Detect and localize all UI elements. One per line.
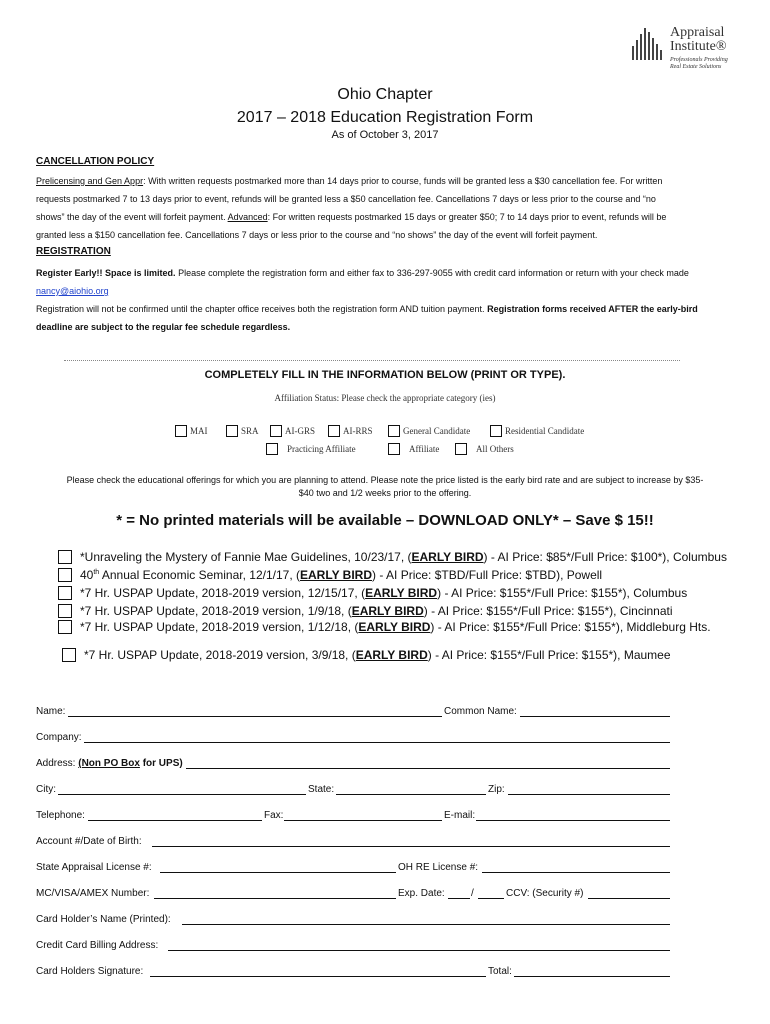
telephone-label: Telephone: — [36, 810, 85, 821]
fax-label: Fax: — [264, 810, 284, 821]
course-checkbox[interactable] — [62, 648, 76, 662]
holder-name-label: Card Holder’s Name (Printed): — [36, 914, 171, 925]
exp-year-input[interactable] — [478, 886, 504, 899]
course-checkbox[interactable] — [58, 550, 72, 564]
account-input[interactable] — [152, 834, 670, 847]
logo-tagline-line1: Professionals Providing — [670, 57, 728, 63]
telephone-input[interactable] — [88, 808, 262, 821]
course-text: *7 Hr. USPAP Update, 2018-2019 version, 1/12/18, (EARLY BIRD) - AI Price: $155*/Full Price: $155*), Middleburg Hts. — [80, 620, 711, 634]
email-link[interactable]: nancy@aiohio.org — [36, 286, 109, 296]
common-name-input[interactable] — [520, 704, 670, 717]
prelicensing-label: Prelicensing and Gen Appr — [36, 176, 144, 186]
signature-label: Card Holders Signature: — [36, 966, 144, 977]
advanced-label: Advanced — [227, 212, 268, 222]
ccv-label: CCV: (Security #) — [506, 888, 584, 899]
cancellation-text2: requests postmarked 7 to 13 days prior to event, refunds will be granted less a $50 cancellation fee. Cancellations 7 days or less prior to the course and “no — [36, 194, 656, 204]
checkbox[interactable] — [388, 443, 400, 455]
course-checkbox[interactable] — [58, 604, 72, 618]
checkbox[interactable] — [226, 425, 238, 437]
course-checkbox[interactable] — [58, 568, 72, 582]
offerings-text1: Please check the educational offerings for which you are planning to attend. Please note the price listed is the early bird rate and are subject to increase by $35- — [66, 475, 704, 485]
name-input[interactable] — [68, 704, 442, 717]
state-input[interactable] — [336, 782, 486, 795]
billing-address-input[interactable] — [168, 938, 670, 951]
affiliation-label: Residential Candidate — [505, 426, 585, 436]
course-option[interactable] — [58, 604, 758, 618]
exp-date-label: Exp. Date: — [398, 888, 445, 899]
exp-date-slash: / — [471, 888, 474, 899]
checkbox[interactable] — [175, 425, 187, 437]
affiliation-prompt: Affiliation Status: Please check the appropriate category (ies) — [274, 393, 496, 403]
early-bird-warning: Registration forms received AFTER the early-bird — [487, 304, 698, 314]
affiliation-ai-grs[interactable] — [270, 425, 315, 437]
logo-name-line2: Institute® — [670, 39, 727, 54]
affiliation-general-candidate[interactable] — [388, 425, 470, 437]
fill-info-heading: COMPLETELY FILL IN THE INFORMATION BELOW (PRINT OR TYPE). — [204, 369, 566, 381]
fax-input[interactable] — [284, 808, 442, 821]
course-option[interactable] — [62, 648, 762, 662]
billing-address-label: Credit Card Billing Address: — [36, 940, 159, 951]
total-label: Total: — [488, 966, 512, 977]
as-of-date: As of October 3, 2017 — [331, 129, 439, 141]
company-label: Company: — [36, 732, 82, 743]
address-input[interactable] — [186, 756, 670, 769]
course-text: *Unraveling the Mystery of Fannie Mae Guidelines, 10/23/17, (EARLY BIRD) - AI Price: $85*/Full Price: $100*), Columbus — [80, 550, 727, 564]
oh-license-input[interactable] — [482, 860, 670, 873]
address-label: Address: (Non PO Box for UPS) — [36, 758, 183, 769]
signature-input[interactable] — [150, 964, 486, 977]
affiliation-ai-rrs[interactable] — [328, 425, 373, 437]
card-number-label: MC/VISA/AMEX Number: — [36, 888, 150, 899]
registration-text — [36, 264, 736, 336]
cancellation-policy-text — [36, 172, 736, 244]
cancellation-text1: : With written requests postmarked more than 14 days prior to course, funds will be granted less a $30 cancellation fee. For written — [143, 176, 663, 186]
affiliation-label: MAI — [190, 426, 208, 436]
zip-label: Zip: — [488, 784, 505, 795]
logo-tagline-line2: Real Estate Solutions — [670, 64, 722, 70]
no-materials-notice: * = No printed materials will be available – DOWNLOAD ONLY* – Save $ 15!! — [116, 512, 654, 529]
appraisal-institute-logo — [630, 24, 750, 78]
offerings-instructions — [0, 474, 770, 500]
city-input[interactable] — [58, 782, 306, 795]
city-label: City: — [36, 784, 56, 795]
course-option[interactable] — [58, 620, 758, 634]
course-text: *7 Hr. USPAP Update, 2018-2019 version, 3/9/18, (EARLY BIRD) - AI Price: $155*/Full Price: $155*), Maumee — [84, 648, 671, 662]
affiliation-practicing-affiliate[interactable] — [266, 443, 356, 455]
affiliation-label: SRA — [241, 426, 259, 436]
checkbox[interactable] — [455, 443, 467, 455]
email-input[interactable] — [476, 808, 670, 821]
building-bars-icon — [630, 26, 666, 60]
affiliation-sra[interactable] — [226, 425, 259, 437]
affiliation-all-others[interactable] — [455, 443, 514, 455]
course-option[interactable] — [58, 586, 758, 600]
affiliation-label: All Others — [476, 444, 514, 454]
checkbox[interactable] — [270, 425, 282, 437]
course-text: 40th Annual Economic Seminar, 12/1/17, (EARLY BIRD) - AI Price: $TBD/Full Price: $TBD), Powell — [80, 568, 603, 582]
course-checkbox[interactable] — [58, 586, 72, 600]
separator — [64, 360, 680, 361]
holder-name-input[interactable] — [182, 912, 670, 925]
affiliation-label: AI-RRS — [343, 426, 373, 436]
cancellation-text4: granted less a $150 cancellation fee. Cancellations 7 days or less prior to the course and “no shows” the day of the event will forfeit payment. — [36, 230, 598, 240]
total-input[interactable] — [514, 964, 670, 977]
state-label: State: — [308, 784, 335, 795]
logo-name-line1: Appraisal — [670, 25, 725, 40]
affiliation-label: Affiliate — [409, 444, 440, 454]
account-label: Account #/Date of Birth: — [36, 836, 142, 847]
course-option[interactable] — [58, 550, 758, 564]
offerings-text2: $40 two and 1/2 weeks prior to the offering. — [298, 488, 472, 498]
affiliation-mai[interactable] — [175, 425, 208, 437]
affiliation-label: AI-GRS — [285, 426, 316, 436]
course-text: *7 Hr. USPAP Update, 2018-2019 version, 1/9/18, (EARLY BIRD) - AI Price: $155*/Full Price: $155*), Cincinnati — [80, 604, 673, 618]
oh-license-label: OH RE License #: — [398, 862, 479, 873]
course-option[interactable] — [58, 568, 758, 582]
checkbox[interactable] — [328, 425, 340, 437]
registration-text1: Please complete the registration form and either fax to 336-297-9055 with credit card information or return with your check made — [178, 268, 689, 278]
name-label: Name: — [36, 706, 66, 717]
page-title: Ohio Chapter — [337, 86, 433, 103]
affiliation-residential-candidate[interactable] — [490, 425, 584, 437]
checkbox[interactable] — [490, 425, 502, 437]
zip-input[interactable] — [508, 782, 670, 795]
cancellation-heading: CANCELLATION POLICY — [36, 156, 155, 167]
state-license-label: State Appraisal License #: — [36, 862, 152, 873]
register-early-text: Register Early!! Space is limited. — [36, 268, 176, 278]
email-label: E-mail: — [444, 810, 476, 821]
affiliation-affiliate[interactable] — [388, 443, 439, 455]
checkbox[interactable] — [388, 425, 400, 437]
affiliation-label: General Candidate — [403, 426, 471, 436]
ccv-input[interactable] — [588, 886, 670, 899]
company-input[interactable] — [84, 730, 670, 743]
state-license-input[interactable] — [160, 860, 396, 873]
checkbox[interactable] — [266, 443, 278, 455]
form-subtitle: 2017 – 2018 Education Registration Form — [236, 109, 534, 126]
card-number-input[interactable] — [154, 886, 396, 899]
cancellation-text3a: shows” the day of the event will forfeit payment. — [36, 212, 226, 222]
common-name-label: Common Name: — [444, 706, 517, 717]
exp-month-input[interactable] — [448, 886, 470, 899]
registration-text3: Registration will not be confirmed until the chapter office receives both the registration form AND tuition payment. — [36, 304, 485, 314]
early-bird-warning-cont: deadline are subject to the regular fee schedule regardless. — [36, 322, 291, 332]
cancellation-text3b: : For written requests postmarked 15 days or greater $50; 7 to 14 days prior to event, refunds will be — [267, 212, 667, 222]
registration-heading: REGISTRATION — [36, 246, 111, 257]
course-text: *7 Hr. USPAP Update, 2018-2019 version, 12/15/17, (EARLY BIRD) - AI Price: $155*/Full Price: $155*), Columbus — [80, 586, 688, 600]
affiliation-label: Practicing Affiliate — [287, 444, 356, 454]
course-checkbox[interactable] — [58, 620, 72, 634]
